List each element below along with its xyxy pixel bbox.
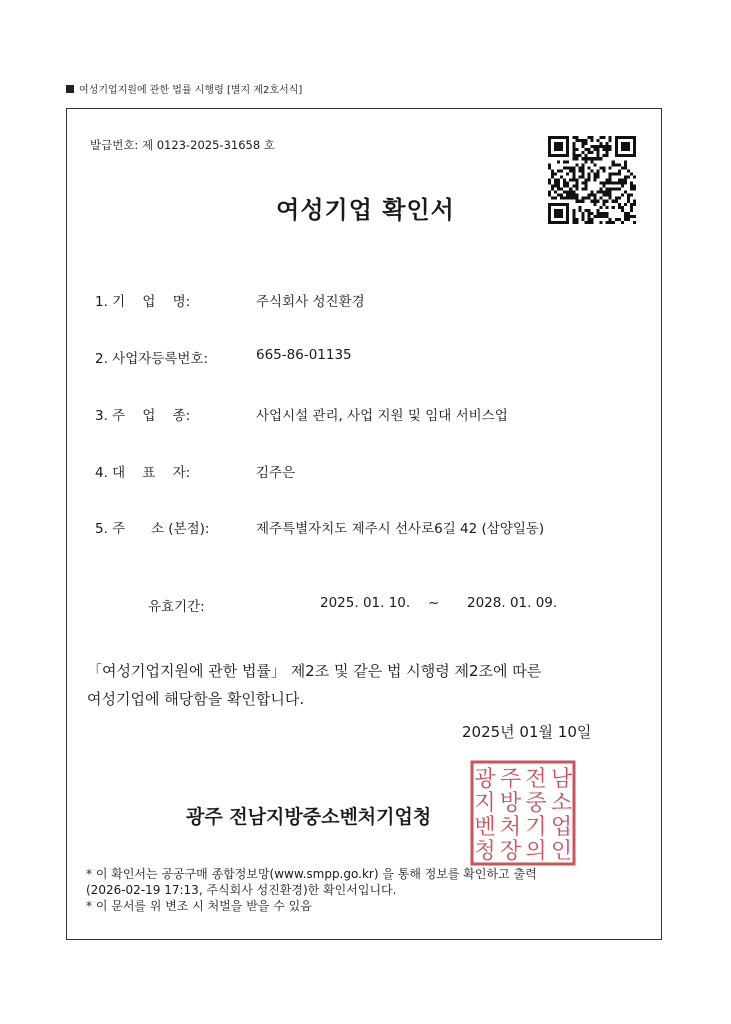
- svg-text:소: 소: [550, 791, 573, 816]
- issue-date: 2025년 01월 10일: [462, 723, 592, 741]
- statement-line: 「여성기업지원에 관한 법률」 제2조 및 같은 법 시행령 제2조에 따른: [87, 662, 542, 680]
- footnotes: [86, 866, 537, 914]
- field-label: 5. 주 소 (본점):: [95, 521, 210, 537]
- svg-text:주: 주: [499, 767, 522, 792]
- svg-text:방: 방: [499, 791, 522, 816]
- confirmation-statement: [87, 657, 541, 713]
- footnote: * 이 문서를 위 변조 시 처벌을 받을 수 있음: [86, 899, 312, 913]
- square-bullet-icon: [66, 85, 74, 93]
- issue-number: 발급번호: 제 0123-2025-31658 호: [90, 138, 275, 152]
- field-label: 3. 주 업 종:: [95, 408, 191, 424]
- svg-text:기: 기: [525, 815, 547, 840]
- field-value: 제주특별자치도 제주시 선사로6길 42 (삼양일동): [256, 521, 545, 537]
- validity-separator: ~: [428, 595, 440, 611]
- svg-text:인: 인: [550, 839, 573, 864]
- svg-text:전: 전: [525, 767, 547, 792]
- field-label: 2. 사업자등록번호:: [95, 351, 209, 367]
- svg-text:의: 의: [525, 839, 547, 864]
- svg-text:지: 지: [474, 791, 496, 816]
- validity-end: 2028. 01. 09.: [467, 595, 558, 611]
- svg-text:업: 업: [550, 815, 573, 840]
- validity-label: 유효기간:: [148, 599, 205, 615]
- footnote: (2026-02-19 17:13, 주식회사 성진환경)한 확인서입니다.: [86, 883, 397, 897]
- svg-text:중: 중: [525, 791, 547, 816]
- field-value: 주식회사 성진환경: [256, 294, 365, 310]
- field-value: 665-86-01135: [256, 347, 352, 363]
- statement-line: 여성기업에 해당함을 확인합니다.: [87, 690, 305, 708]
- validity-start: 2025. 01. 10.: [320, 595, 411, 611]
- official-seal-icon: [470, 760, 576, 866]
- field-label: 4. 대 표 자:: [95, 465, 191, 481]
- document-title: 여성기업 확인서: [276, 196, 455, 224]
- form-reference-text: 여성기업지원에 관한 법률 시행령 [별지 제2호서식]: [79, 85, 303, 96]
- svg-text:벤: 벤: [474, 815, 496, 840]
- field-label: 1. 기 업 명:: [95, 294, 191, 310]
- field-value: 김주은: [256, 465, 296, 481]
- issuing-agency: 광주 전남지방중소벤처기업청: [186, 806, 432, 828]
- form-reference: [66, 81, 302, 96]
- field-value: 사업시설 관리, 사업 지원 및 임대 서비스업: [256, 408, 508, 424]
- svg-text:장: 장: [499, 839, 522, 864]
- svg-text:청: 청: [474, 839, 496, 864]
- footnote: * 이 확인서는 공공구매 종합정보망(www.smpp.go.kr) 을 통해 정보를 확인하고 출력: [86, 867, 537, 881]
- svg-text:처: 처: [499, 815, 522, 840]
- svg-text:광: 광: [474, 767, 496, 792]
- svg-text:남: 남: [550, 767, 573, 792]
